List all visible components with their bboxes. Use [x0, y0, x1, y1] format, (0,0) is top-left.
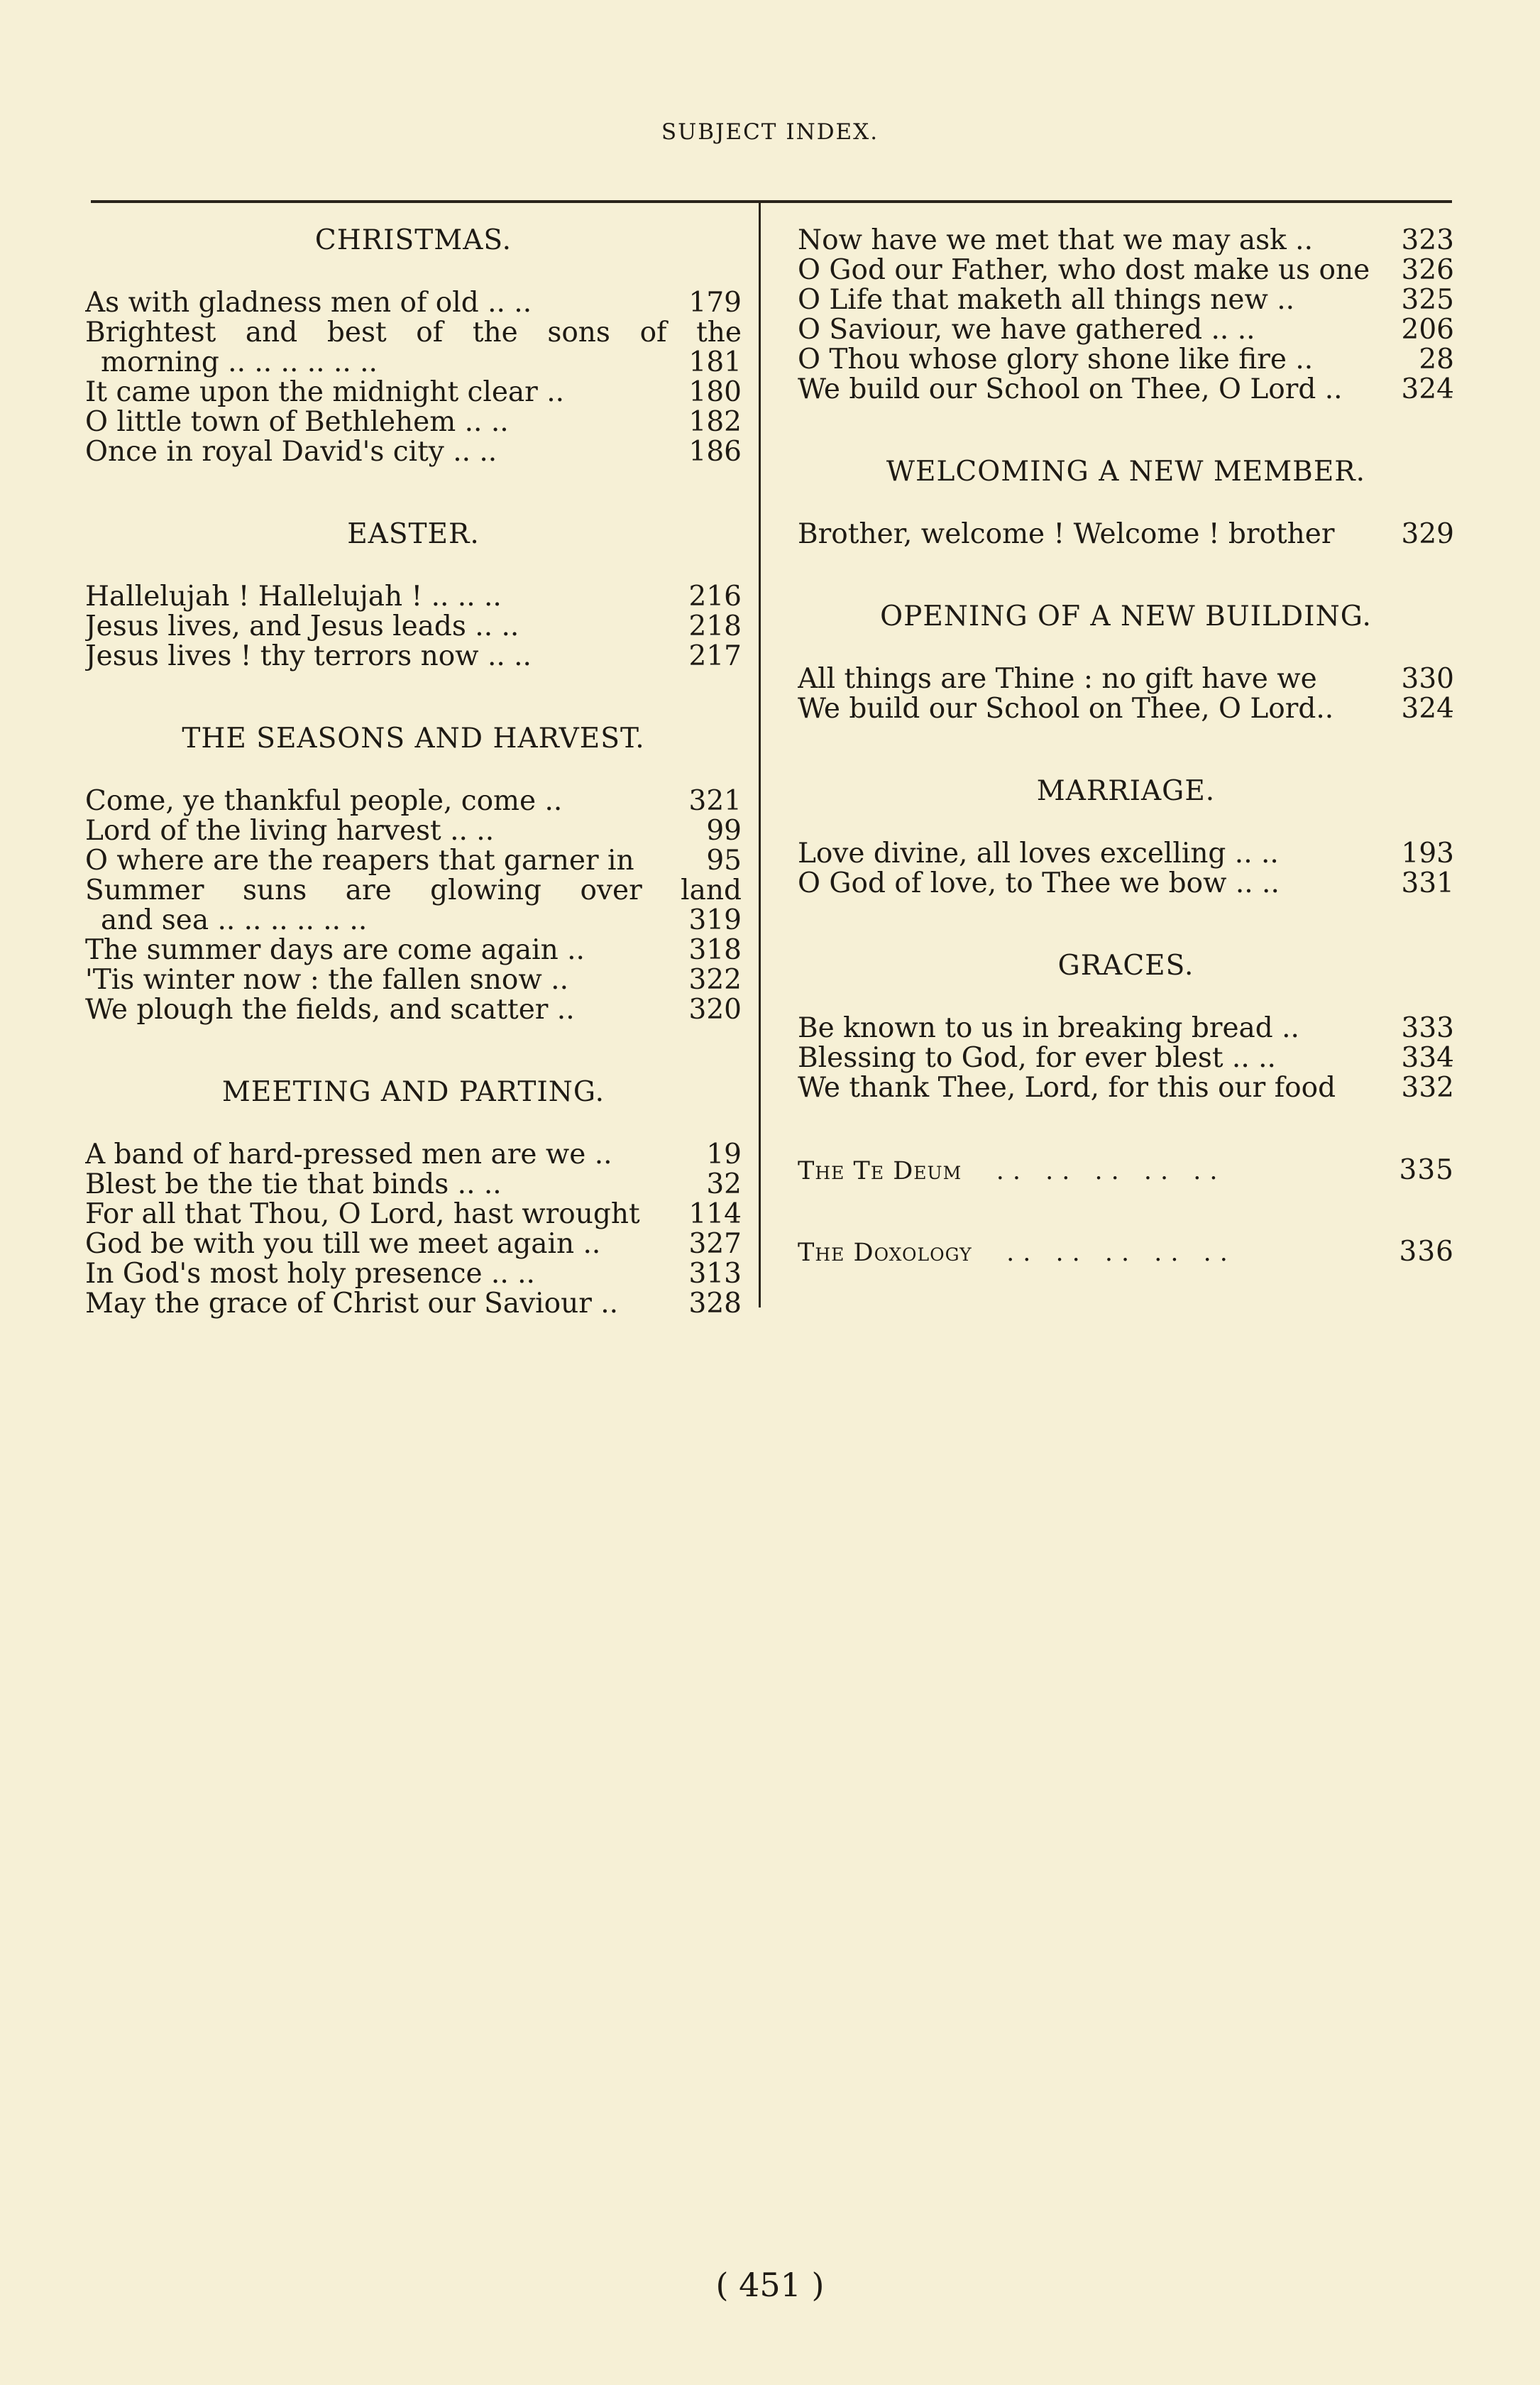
index-entry: [798, 226, 1454, 256]
entry-page: 19: [706, 1139, 742, 1170]
index-entry: [85, 965, 742, 995]
section-title: MEETING AND PARTING.: [221, 1076, 605, 1108]
index-entry: [85, 786, 742, 816]
entry-title: The Te Deum: [798, 1157, 962, 1185]
entry-title: 'Tis winter now : the fallen snow ..: [85, 965, 568, 995]
section-title: WELCOMING A NEW MEMBER.: [886, 456, 1366, 488]
entry-page: 332: [1401, 1072, 1454, 1104]
index-entry: [798, 315, 1454, 345]
index-entry: [798, 869, 1454, 899]
entry-page: 186: [688, 436, 742, 468]
entry-page: 324: [1401, 373, 1454, 405]
entry-page: 181: [688, 346, 742, 378]
section-meeting-parting-cont: [798, 226, 1454, 405]
entry-title: Lord of the living harvest .. ..: [85, 816, 495, 846]
section-welcoming: [798, 457, 1454, 549]
section-title: MARRIAGE.: [1036, 775, 1216, 807]
entry-title: We thank Thee, Lord, for this our food: [798, 1073, 1336, 1103]
entry-title: Jesus lives, and Jesus leads .. ..: [85, 612, 519, 642]
index-entry: [798, 256, 1454, 285]
entry-title: God be with you till we meet again ..: [85, 1229, 601, 1259]
entry-title: It came upon the midnight clear ..: [85, 378, 565, 407]
entry-title: Summer suns are glowing over land: [85, 874, 742, 906]
entry-page: 182: [688, 406, 742, 438]
entry-title-cont: and sea .. .. .. .. .. ..: [101, 906, 368, 936]
entry-title: Come, ye thankful people, come ..: [85, 786, 563, 816]
entry-title: O Thou whose glory shone like fire ..: [798, 345, 1314, 375]
index-entry: [85, 1170, 742, 1200]
entry-page: 193: [1401, 838, 1454, 870]
entry-page: 331: [1401, 867, 1454, 899]
section-meeting-parting: [85, 1078, 742, 1319]
entry-page: 206: [1401, 314, 1454, 346]
index-entry: [85, 612, 742, 642]
entry-page: 335: [1399, 1154, 1454, 1186]
section-title: CHRISTMAS.: [314, 224, 512, 256]
page-number: ( 451 ): [715, 2266, 825, 2304]
page-header: SUBJECT INDEX.: [661, 119, 879, 145]
entry-page: 95: [706, 845, 742, 877]
index-entry: [85, 582, 742, 612]
entry-page: 318: [688, 934, 742, 966]
entry-title: We build our School on Thee, O Lord ..: [798, 375, 1343, 405]
entry-title: Once in royal David's city .. ..: [85, 437, 497, 467]
index-entry: [85, 407, 742, 437]
entry-page: 32: [706, 1168, 742, 1200]
entry-title: O Saviour, we have gathered .. ..: [798, 315, 1255, 345]
entry-title: The summer days are come again ..: [85, 936, 585, 965]
entry-title: For all that Thou, O Lord, hast wrought: [85, 1200, 640, 1229]
entry-page: 216: [688, 581, 742, 613]
entry-page: 324: [1401, 693, 1454, 725]
entry-title: Now have we met that we may ask ..: [798, 226, 1313, 256]
entry-page: 336: [1399, 1236, 1454, 1268]
index-entry: [85, 1259, 742, 1289]
entry-title: All things are Thine : no gift have we: [798, 664, 1317, 694]
entry-title: As with gladness men of old .. ..: [85, 288, 532, 318]
index-entry: [85, 318, 742, 378]
entry-page: 329: [1401, 518, 1454, 550]
section-graces: [798, 951, 1454, 1103]
index-entry: [85, 995, 742, 1025]
index-entry: [85, 1200, 742, 1229]
section-title: EASTER.: [347, 518, 480, 550]
entry-title: The Doxology: [798, 1239, 972, 1267]
section-title: THE SEASONS AND HARVEST.: [182, 723, 645, 755]
entry-page: 180: [688, 376, 742, 408]
section-marriage: [798, 777, 1454, 899]
index-entry: [798, 1043, 1454, 1073]
entry-title: Blessing to God, for ever blest .. ..: [798, 1043, 1276, 1073]
index-entry: [798, 1014, 1454, 1043]
entry-page: 99: [706, 815, 742, 847]
entry-page: 179: [688, 287, 742, 319]
section-easter: [85, 520, 742, 671]
index-entry: [85, 936, 742, 965]
entry-page: 28: [1419, 344, 1454, 375]
index-entry: [85, 288, 742, 318]
entry-page: 313: [688, 1258, 742, 1290]
entry-page: 217: [688, 640, 742, 672]
index-entry: [798, 839, 1454, 869]
column-divider: [759, 200, 761, 1307]
left-column: [85, 226, 742, 1371]
entry-title: O where are the reapers that garner in: [85, 846, 634, 876]
entry-title: Jesus lives ! thy terrors now .. ..: [85, 642, 532, 671]
entry-title: In God's most holy presence .. ..: [85, 1259, 535, 1289]
entry-page: 323: [1401, 224, 1454, 256]
entry-title-cont: morning .. .. .. .. .. ..: [101, 348, 378, 378]
entry-page: 326: [1401, 254, 1454, 286]
entry-page: 319: [688, 904, 742, 936]
entry-title: Love divine, all loves excelling .. ..: [798, 839, 1279, 869]
entry-title: O God of love, to Thee we bow .. ..: [798, 869, 1280, 899]
header-rule: [91, 200, 1452, 203]
entry-page: 325: [1401, 284, 1454, 316]
entry-title: May the grace of Christ our Saviour ..: [85, 1289, 619, 1319]
entry-page: 330: [1401, 663, 1454, 695]
entry-title: Hallelujah ! Hallelujah ! .. .. ..: [85, 582, 502, 612]
entry-title: A band of hard-pressed men are we ..: [85, 1140, 612, 1170]
index-entry: [85, 437, 742, 467]
entry-page: 328: [688, 1288, 742, 1320]
entry-page: 333: [1401, 1012, 1454, 1044]
entry-page: 322: [688, 964, 742, 996]
section-title: GRACES.: [1057, 950, 1194, 982]
index-entry: [85, 1229, 742, 1259]
doxology-entry: [798, 1237, 1454, 1268]
entry-title: O little town of Bethlehem .. ..: [85, 407, 509, 437]
entry-page: 334: [1401, 1042, 1454, 1074]
entry-title: We build our School on Thee, O Lord..: [798, 694, 1334, 724]
entry-title: O Life that maketh all things new ..: [798, 285, 1295, 315]
section-seasons-harvest: [85, 724, 742, 1025]
index-entry: [798, 285, 1454, 315]
index-entry: [85, 642, 742, 671]
index-entry: [85, 1140, 742, 1170]
index-entry: [798, 375, 1454, 405]
entry-title: O God our Father, who dost make us one: [798, 256, 1370, 285]
index-entry: [85, 846, 742, 876]
section-new-building: [798, 602, 1454, 724]
right-column: [798, 226, 1454, 1319]
index-entry: [85, 1289, 742, 1319]
index-entry: [798, 1073, 1454, 1103]
entry-title: Be known to us in breaking bread ..: [798, 1014, 1299, 1043]
te-deum-entry: [798, 1156, 1454, 1186]
index-entry: [85, 816, 742, 846]
entry-page: 321: [688, 785, 742, 817]
index-entry: [85, 876, 742, 936]
section-title: OPENING OF A NEW BUILDING.: [880, 601, 1372, 632]
index-entry: [798, 345, 1454, 375]
entry-leader: .. .. .. .. ..: [1006, 1239, 1236, 1267]
entry-page: 218: [688, 610, 742, 642]
entry-leader: .. .. .. .. ..: [996, 1157, 1226, 1185]
entry-page: 114: [688, 1198, 742, 1230]
entry-page: 327: [688, 1228, 742, 1260]
section-christmas: [85, 226, 742, 467]
entry-page: 320: [688, 994, 742, 1026]
index-entry: [798, 694, 1454, 724]
entry-title: Brother, welcome ! Welcome ! brother: [798, 520, 1335, 549]
index-entry: [798, 520, 1454, 549]
index-entry: [85, 378, 742, 407]
entry-title: Brightest and best of the sons of the: [85, 317, 742, 349]
index-entry: [798, 664, 1454, 694]
entry-title: Blest be the tie that binds .. ..: [85, 1170, 502, 1200]
entry-title: We plough the fields, and scatter ..: [85, 995, 575, 1025]
